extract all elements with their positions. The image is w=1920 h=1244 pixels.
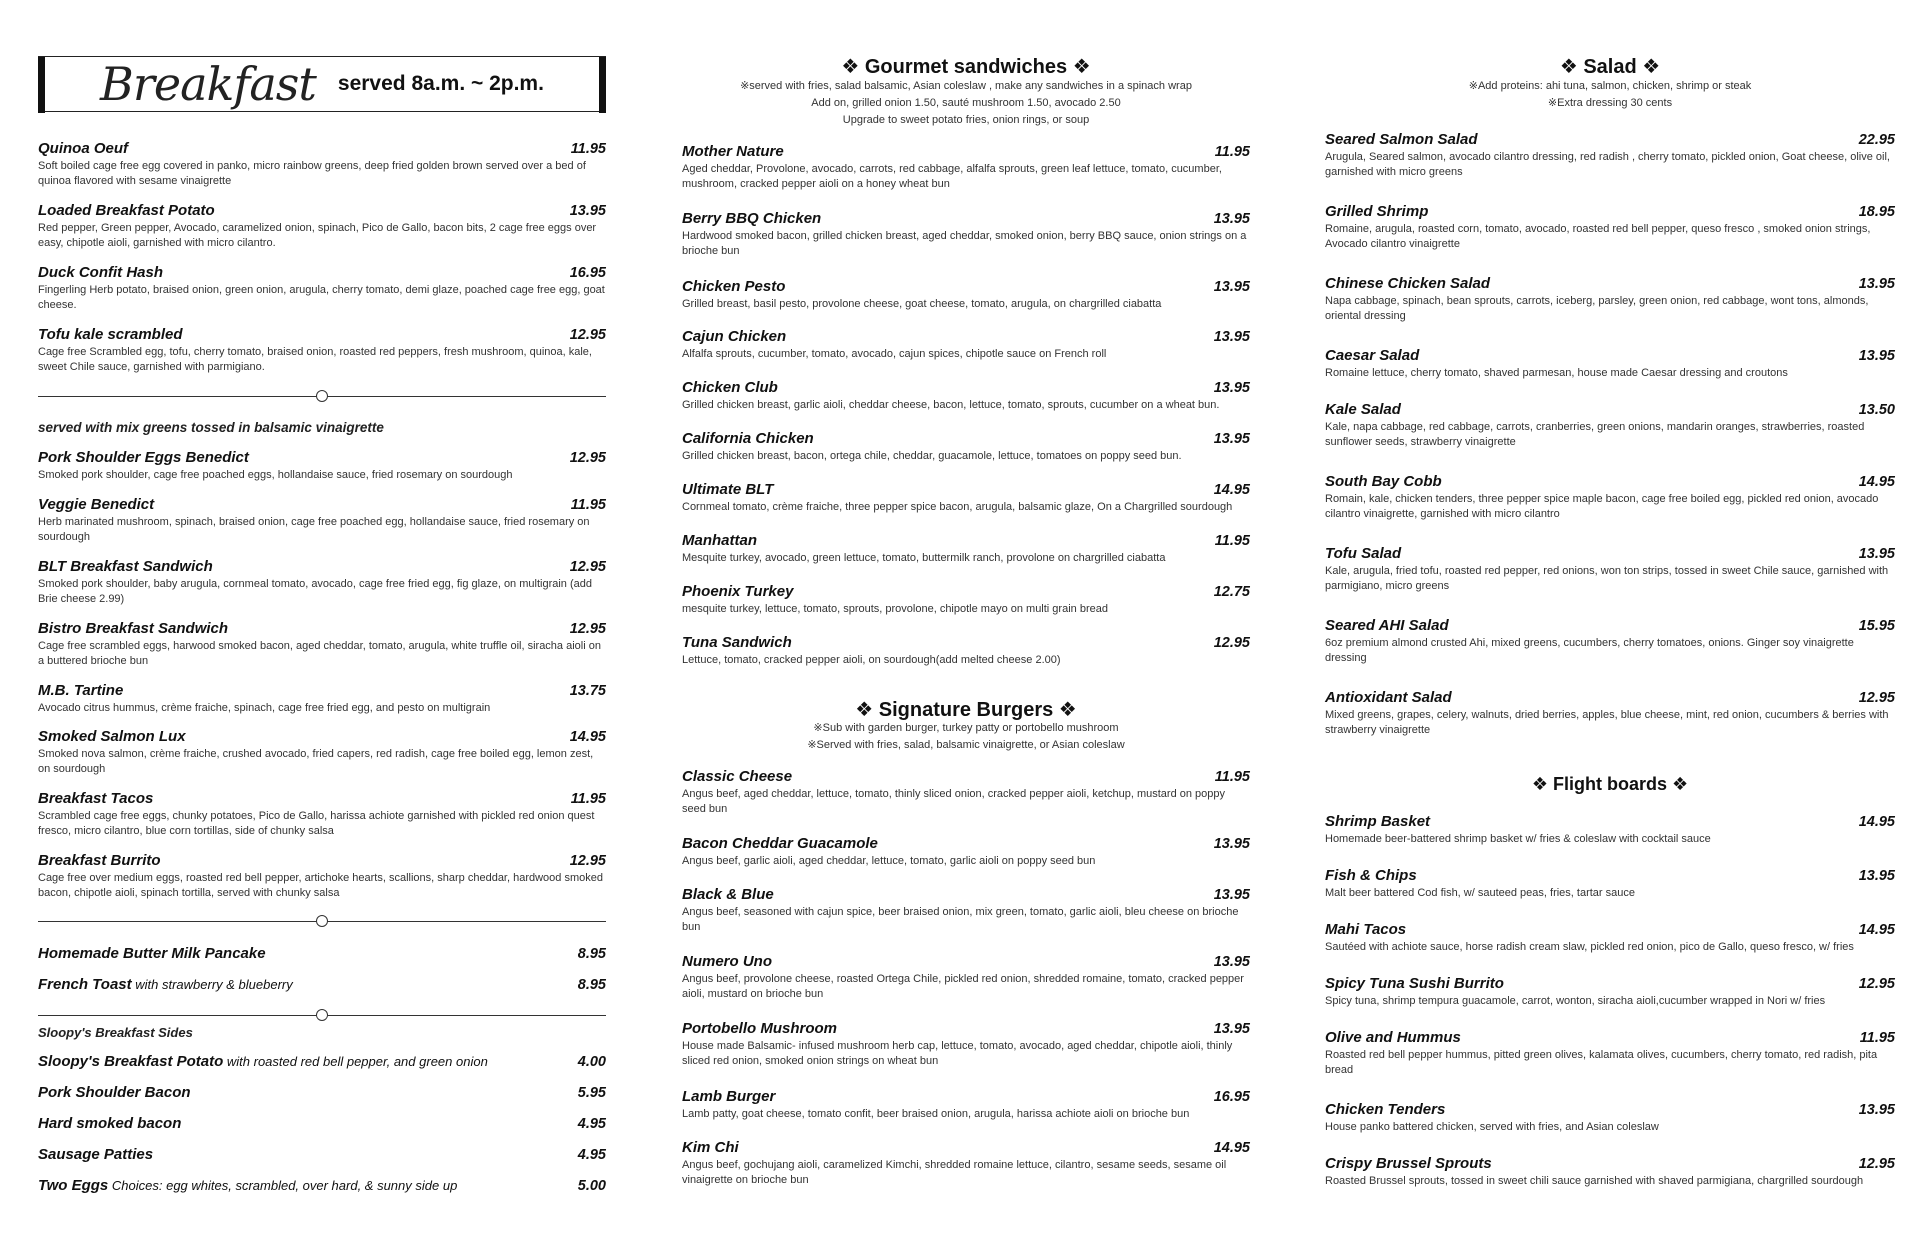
item-name: Lamb Burger bbox=[682, 1088, 776, 1105]
item-name: Tofu Salad bbox=[1325, 545, 1402, 562]
menu-item bbox=[682, 278, 1250, 312]
greens-note: served with mix greens tossed in balsamic vinaigrette bbox=[38, 420, 384, 435]
item-price: 14.95 bbox=[1858, 922, 1895, 938]
item-price: 13.95 bbox=[1213, 329, 1250, 345]
item-name: Breakfast Burrito bbox=[38, 852, 161, 869]
item-price: 11.95 bbox=[570, 497, 606, 513]
item-price: 11.95 bbox=[1214, 144, 1250, 160]
item-name: Sausage Patties bbox=[38, 1146, 154, 1163]
item-desc: Grilled breast, basil pesto, provolone cheese, goat cheese, tomato, arugula, on chargrilled ciabatta bbox=[682, 298, 1162, 310]
menu-item bbox=[38, 326, 606, 375]
item-name: French Toast with strawberry & blueberry bbox=[38, 976, 293, 993]
item-name: Seared AHI Salad bbox=[1325, 617, 1449, 634]
item-price: 12.95 bbox=[569, 450, 606, 466]
item-desc: Mesquite turkey, avocado, green lettuce, tomato, buttermilk ranch, provolone on chargrilled ciabatta bbox=[682, 552, 1166, 564]
item-desc: Fingerling Herb potato, braised onion, green onion, arugula, cherry tomato, demi glaze, poached cage free egg, goat cheese. bbox=[38, 284, 605, 311]
menu-item bbox=[38, 790, 606, 839]
item-desc: Cage free Scrambled egg, tofu, cherry tomato, braised onion, roasted red peppers, fresh mushroom, quinoa, kale, sweet Chile sauce, garnished with parmigiano. bbox=[38, 346, 592, 373]
menu-item bbox=[38, 852, 606, 901]
item-desc: Lamb patty, goat cheese, tomato confit, beer braised onion, arugula, harissa achiote aioli on brioche bun bbox=[682, 1108, 1190, 1120]
menu-item bbox=[38, 1115, 606, 1132]
item-price: 13.95 bbox=[569, 203, 606, 219]
item-name: Antioxidant Salad bbox=[1325, 689, 1452, 706]
sandwiches-title: ❖ Gourmet sandwiches ❖ bbox=[841, 56, 1091, 78]
item-price: 14.95 bbox=[1213, 1140, 1250, 1156]
menu-item bbox=[38, 976, 606, 993]
item-name: Phoenix Turkey bbox=[682, 583, 794, 600]
menu-item bbox=[682, 634, 1250, 668]
menu-item bbox=[682, 1139, 1250, 1188]
item-price: 11.95 bbox=[570, 791, 606, 807]
menu-item bbox=[682, 835, 1250, 869]
sides-title: Sloopy's Breakfast Sides bbox=[38, 1025, 193, 1040]
item-price: 13.95 bbox=[1858, 276, 1895, 292]
header-bar-left bbox=[38, 57, 45, 113]
item-desc: Scrambled cage free eggs, chunky potatoes, Pico de Gallo, harissa achiote garnished with pickled red onion quest fresco, micro cilantro, blue corn tortillas, side of chunky salsa bbox=[38, 810, 595, 837]
item-price: 13.95 bbox=[1858, 868, 1895, 884]
item-name: Chicken Pesto bbox=[682, 278, 786, 295]
item-name: Pork Shoulder Eggs Benedict bbox=[38, 449, 249, 466]
item-price: 13.95 bbox=[1858, 348, 1895, 364]
note-line: ※Served with fries, salad, balsamic vinaigrette, or Asian coleslaw bbox=[807, 739, 1125, 751]
item-desc: Cage free over medium eggs, roasted red bell pepper, artichoke hearts, scallions, sharp cheddar, hardwood smoked bacon, chipotle aioli, spinach tortilla, served with chunky salsa bbox=[38, 872, 603, 899]
note-line: ※served with fries, salad balsamic, Asian coleslaw , make any sandwiches in a spinach wrap bbox=[740, 80, 1192, 92]
menu-item bbox=[38, 620, 606, 669]
item-price: 12.95 bbox=[569, 559, 606, 575]
item-price: 5.95 bbox=[577, 1085, 606, 1101]
item-name: Chicken Tenders bbox=[1325, 1101, 1446, 1118]
menu-item bbox=[1325, 689, 1895, 738]
item-desc: Aged cheddar, Provolone, avocado, carrots, red cabbage, alfalfa sprouts, green leaf lettuce, tomato, cucumber, mushroom, cracked pepper aioli on a honey wheat bun bbox=[682, 163, 1222, 190]
item-name: M.B. Tartine bbox=[38, 682, 124, 699]
item-price: 22.95 bbox=[1858, 132, 1895, 148]
item-price: 14.95 bbox=[1858, 814, 1895, 830]
menu-item bbox=[1325, 131, 1895, 180]
item-name: Numero Uno bbox=[682, 953, 772, 970]
menu-item bbox=[38, 558, 606, 607]
item-price: 12.95 bbox=[569, 853, 606, 869]
menu-item bbox=[682, 768, 1250, 817]
item-name: Loaded Breakfast Potato bbox=[38, 202, 215, 219]
menu-item bbox=[38, 202, 606, 251]
item-price: 18.95 bbox=[1858, 204, 1895, 220]
item-price: 13.75 bbox=[569, 683, 606, 699]
menu-item bbox=[38, 1084, 606, 1101]
item-name: Black & Blue bbox=[682, 886, 774, 903]
menu-item bbox=[38, 1146, 606, 1163]
item-name: Breakfast Tacos bbox=[38, 790, 154, 807]
item-price: 12.95 bbox=[1858, 1156, 1895, 1172]
menu-item bbox=[1325, 921, 1895, 955]
item-price: 12.95 bbox=[1858, 690, 1895, 706]
item-price: 13.95 bbox=[1213, 887, 1250, 903]
menu-item bbox=[1325, 545, 1895, 594]
note-line: ※Extra dressing 30 cents bbox=[1547, 97, 1673, 109]
item-price: 11.95 bbox=[1214, 533, 1250, 549]
item-name: Spicy Tuna Sushi Burrito bbox=[1325, 975, 1504, 992]
item-desc: Homemade beer-battered shrimp basket w/ fries & coleslaw with cocktail sauce bbox=[1325, 833, 1711, 845]
item-name: Duck Confit Hash bbox=[38, 264, 164, 281]
menu-item bbox=[1325, 275, 1895, 324]
divider bbox=[38, 389, 606, 403]
sandwiches-notes bbox=[682, 78, 1250, 129]
burgers-notes bbox=[682, 720, 1250, 754]
item-price: 12.75 bbox=[1213, 584, 1250, 600]
item-desc: Angus beef, aged cheddar, lettuce, tomato, thinly sliced onion, cracked pepper aioli, ketchup, mustard on poppy seed bun bbox=[682, 788, 1226, 815]
item-name: BLT Breakfast Sandwich bbox=[38, 558, 213, 575]
menu-item bbox=[682, 583, 1250, 617]
item-name: Quinoa Oeuf bbox=[38, 140, 128, 157]
item-desc: Roasted Brussel sprouts, tossed in sweet chili sauce garnished with shaved parmigiana, chargrilled sourdough bbox=[1325, 1175, 1864, 1187]
item-desc: Grilled chicken breast, garlic aioli, cheddar cheese, bacon, lettuce, tomato, sprouts, cucumber on a wheat bun. bbox=[682, 399, 1220, 411]
menu-item bbox=[682, 143, 1250, 192]
item-price: 8.95 bbox=[577, 977, 606, 993]
item-name: Homemade Butter Milk Pancake bbox=[38, 945, 266, 962]
flight-title: ❖ Flight boards ❖ bbox=[1531, 774, 1689, 794]
item-price: 12.95 bbox=[1858, 976, 1895, 992]
menu-item bbox=[38, 1177, 606, 1194]
menu-item bbox=[1325, 1155, 1895, 1189]
menu-item bbox=[38, 264, 606, 313]
item-name: California Chicken bbox=[682, 430, 814, 447]
item-desc: Roasted red bell pepper hummus, pitted green olives, kalamata olives, cucumbers, cherry tomato, red radish, pita bread bbox=[1325, 1049, 1878, 1076]
item-desc: Red pepper, Green pepper, Avocado, caramelized onion, spinach, Pico de Gallo, bacon bits, 2 cage free eggs over easy, chipotle aioli, garnished with micro cilantro. bbox=[38, 222, 597, 249]
item-desc: Kale, napa cabbage, red cabbage, carrots, cranberries, green onions, mandarin oranges, strawberries, roasted sunflower seeds, strawberry vinaigrette bbox=[1325, 421, 1865, 448]
item-price: 8.95 bbox=[577, 946, 606, 962]
menu-item bbox=[38, 728, 606, 777]
item-price: 4.95 bbox=[577, 1147, 606, 1163]
item-name: Portobello Mushroom bbox=[682, 1020, 837, 1037]
item-desc: Smoked nova salmon, crème fraiche, crushed avocado, fried capers, red radish, cage free boiled egg, lemon zest, on sourdough bbox=[38, 748, 594, 775]
item-desc: Smoked pork shoulder, baby arugula, cornmeal tomato, avocado, cage free fried egg, fig glaze, on multigrain (add Brie cheese 2.99) bbox=[38, 578, 592, 605]
item-desc: Hardwood smoked bacon, grilled chicken breast, aged cheddar, smoked onion, berry BBQ sauce, onion strings on a brioche bun bbox=[682, 230, 1247, 257]
item-price: 13.95 bbox=[1213, 431, 1250, 447]
menu-item bbox=[1325, 813, 1895, 847]
item-desc: Cornmeal tomato, crème fraiche, three pepper spice bacon, arugula, balsamic glaze, On a Chargrilled sourdough bbox=[682, 501, 1233, 513]
item-name: Berry BBQ Chicken bbox=[682, 210, 822, 227]
item-desc: Angus beef, garlic aioli, aged cheddar, lettuce, tomato, garlic aioli on poppy seed bun bbox=[682, 855, 1096, 867]
menu-item bbox=[682, 210, 1250, 259]
item-desc: House made Balsamic- infused mushroom herb cap, lettuce, tomato, avocado, aged cheddar, chipotle aioli, thinly sliced red onion, smoked onion strings on wheat bun bbox=[682, 1040, 1233, 1067]
menu-item bbox=[1325, 1101, 1895, 1135]
item-price: 16.95 bbox=[569, 265, 606, 281]
item-name: Bacon Cheddar Guacamole bbox=[682, 835, 878, 852]
menu-item bbox=[38, 496, 606, 545]
item-desc: Angus beef, provolone cheese, roasted Ortega Chile, pickled red onion, shredded romaine, tomato, cracked pepper aioli, mustard on brioche bun bbox=[682, 973, 1244, 1000]
item-name: Hard smoked bacon bbox=[38, 1115, 182, 1132]
item-name: Chicken Club bbox=[682, 379, 778, 396]
menu-item bbox=[1325, 867, 1895, 901]
item-price: 14.95 bbox=[1213, 482, 1250, 498]
item-price: 13.95 bbox=[1213, 954, 1250, 970]
breakfast-title: Breakfast bbox=[100, 57, 316, 111]
item-desc: 6oz premium almond crusted Ahi, mixed greens, cucumbers, cherry tomatoes, onions. Ginger soy vinaigrette dressing bbox=[1325, 637, 1854, 664]
item-name: South Bay Cobb bbox=[1325, 473, 1442, 490]
item-price: 12.95 bbox=[569, 621, 606, 637]
item-name: Manhattan bbox=[682, 532, 757, 549]
item-price: 13.95 bbox=[1213, 836, 1250, 852]
menu-item bbox=[1325, 1029, 1895, 1078]
menu-item bbox=[682, 430, 1250, 464]
item-desc: Romaine, arugula, roasted corn, tomato, avocado, roasted red bell pepper, queso fresco , smoked onion strings, Avocado cilantro vinaigrette bbox=[1325, 223, 1871, 250]
item-name: Kale Salad bbox=[1325, 401, 1401, 418]
item-desc: Angus beef, gochujang aioli, caramelized Kimchi, shredded romaine lettuce, cilantro, sesame seeds, sesame oil vinaigrette on brioche bun bbox=[682, 1159, 1227, 1186]
item-desc: Alfalfa sprouts, cucumber, tomato, avocado, cajun spices, chipotle sauce on French roll bbox=[682, 348, 1107, 360]
item-price: 13.95 bbox=[1213, 1021, 1250, 1037]
item-desc: Herb marinated mushroom, spinach, braised onion, cage free poached egg, hollandaise sauce, fried rosemary on sourdough bbox=[38, 516, 590, 543]
menu-item bbox=[682, 1088, 1250, 1122]
item-price: 4.95 bbox=[577, 1116, 606, 1132]
note-line: Add on, grilled onion 1.50, sauté mushroom 1.50, avocado 2.50 bbox=[811, 97, 1121, 109]
item-name: Olive and Hummus bbox=[1325, 1029, 1461, 1046]
item-desc: House panko battered chicken, served with fries, and Asian coleslaw bbox=[1325, 1121, 1659, 1133]
item-desc: Cage free scrambled eggs, harwood smoked bacon, aged cheddar, tomato, arugula, white truffle oil, siracha aioli on a buttered brioche bun bbox=[38, 640, 601, 667]
menu-item bbox=[1325, 203, 1895, 252]
salad-notes bbox=[1325, 78, 1895, 112]
item-price: 16.95 bbox=[1213, 1089, 1250, 1105]
item-desc: Avocado citrus hummus, crème fraiche, spinach, cage free fried egg, and pesto on multigrain bbox=[38, 702, 491, 714]
item-name: Fish & Chips bbox=[1325, 867, 1417, 884]
item-name: Ultimate BLT bbox=[682, 481, 774, 498]
menu-item bbox=[682, 481, 1250, 515]
item-desc: Romain, kale, chicken tenders, three pepper spice maple bacon, cage free boiled egg, pickled red onion, avocado cilantro vinaigrette, garnished with micro cilantro bbox=[1325, 493, 1879, 520]
item-price: 11.95 bbox=[570, 141, 606, 157]
item-desc: Angus beef, seasoned with cajun spice, beer braised onion, mix green, tomato, garlic aioli, bleu cheese on brioche bun bbox=[682, 906, 1239, 933]
note-line: Upgrade to sweet potato fries, onion rings, or soup bbox=[842, 114, 1090, 126]
item-name: Mahi Tacos bbox=[1325, 921, 1407, 938]
header-bar-right bbox=[599, 57, 606, 113]
salad-title: ❖ Salad ❖ bbox=[1559, 56, 1661, 78]
item-name: Sloopy's Breakfast Potato with roasted red bell pepper, and green onion bbox=[38, 1053, 488, 1070]
menu-item bbox=[1325, 347, 1895, 381]
menu-item bbox=[38, 140, 606, 189]
item-desc: Malt beer battered Cod fish, w/ sauteed peas, fries, tartar sauce bbox=[1325, 887, 1635, 899]
item-price: 13.50 bbox=[1858, 402, 1895, 418]
item-desc: Smoked pork shoulder, cage free poached eggs, hollandaise sauce, fried rosemary on sourdough bbox=[38, 469, 513, 481]
item-name: Shrimp Basket bbox=[1325, 813, 1431, 830]
menu-item bbox=[38, 682, 606, 716]
menu-item bbox=[38, 449, 606, 483]
menu-item bbox=[682, 328, 1250, 362]
item-name: Seared Salmon Salad bbox=[1325, 131, 1478, 148]
menu-item bbox=[682, 532, 1250, 566]
item-name: Smoked Salmon Lux bbox=[38, 728, 186, 745]
item-desc: Kale, arugula, fried tofu, roasted red pepper, red onions, won ton strips, tossed in sweet Chile sauce, garnished with parmigiano, micro greens bbox=[1325, 565, 1889, 592]
item-price: 13.95 bbox=[1858, 1102, 1895, 1118]
item-desc: Arugula, Seared salmon, avocado cilantro dressing, red radish , cherry tomato, pickled onion, Goat cheese, olive oil, garnished with micro greens bbox=[1325, 151, 1890, 178]
item-price: 4.00 bbox=[577, 1054, 606, 1070]
item-name: Pork Shoulder Bacon bbox=[38, 1084, 191, 1101]
item-desc: Lettuce, tomato, cracked pepper aioli, on sourdough(add melted cheese 2.00) bbox=[682, 654, 1061, 666]
item-desc: Sautéed with achiote sauce, horse radish cream slaw, pickled red onion, pico de Gallo, queso fresco, w/ fries bbox=[1325, 941, 1854, 953]
item-desc: Soft boiled cage free egg covered in panko, micro rainbow greens, deep fried golden brown served over a bed of quinoa flavored with sesame vinaigrette bbox=[38, 160, 586, 187]
breakfast-header bbox=[38, 56, 606, 112]
item-desc: Mixed greens, grapes, celery, walnuts, dried berries, apples, blue cheese, mint, red onion, cucumbers & berries with strawberry vinaigrette bbox=[1325, 709, 1889, 736]
item-name: Grilled Shrimp bbox=[1325, 203, 1429, 220]
burgers-title: ❖ Signature Burgers ❖ bbox=[855, 699, 1077, 721]
divider bbox=[38, 1008, 606, 1022]
item-price: 11.95 bbox=[1859, 1030, 1895, 1046]
item-name: Chinese Chicken Salad bbox=[1325, 275, 1491, 292]
item-price: 13.95 bbox=[1213, 380, 1250, 396]
menu-item bbox=[1325, 473, 1895, 522]
menu-item bbox=[38, 1053, 606, 1070]
menu-item bbox=[1325, 617, 1895, 666]
item-price: 11.95 bbox=[1214, 769, 1250, 785]
menu-item bbox=[682, 1020, 1250, 1069]
note-line: ※Sub with garden burger, turkey patty or portobello mushroom bbox=[813, 722, 1119, 734]
item-name: Caesar Salad bbox=[1325, 347, 1420, 364]
item-name: Crispy Brussel Sprouts bbox=[1325, 1155, 1492, 1172]
item-price: 13.95 bbox=[1213, 279, 1250, 295]
menu-item bbox=[1325, 401, 1895, 450]
item-desc: Napa cabbage, spinach, bean sprouts, carrots, iceberg, parsley, green onion, red cabbage, wont tons, almonds, oriental dressing bbox=[1325, 295, 1869, 322]
item-desc: Spicy tuna, shrimp tempura guacamole, carrot, wonton, siracha aioli,cucumber wrapped in Nori w/ fries bbox=[1325, 995, 1826, 1007]
item-price: 5.00 bbox=[577, 1178, 606, 1194]
divider bbox=[38, 914, 606, 928]
item-price: 13.95 bbox=[1213, 211, 1250, 227]
menu-item bbox=[682, 886, 1250, 935]
menu-item bbox=[1325, 975, 1895, 1009]
item-name: Classic Cheese bbox=[682, 768, 793, 785]
note-line: ※Add proteins: ahi tuna, salmon, chicken, shrimp or steak bbox=[1468, 80, 1752, 92]
item-price: 14.95 bbox=[1858, 474, 1895, 490]
item-name: Two Eggs Choices: egg whites, scrambled, over hard, & sunny side up bbox=[38, 1177, 458, 1194]
menu-item bbox=[38, 945, 606, 962]
item-desc: mesquite turkey, lettuce, tomato, sprouts, provolone, chipotle mayo on multi grain bread bbox=[682, 603, 1108, 615]
item-name: Kim Chi bbox=[682, 1139, 739, 1156]
item-name: Veggie Benedict bbox=[38, 496, 155, 513]
item-price: 12.95 bbox=[1213, 635, 1250, 651]
item-price: 14.95 bbox=[569, 729, 606, 745]
item-name: Mother Nature bbox=[682, 143, 784, 160]
item-name: Tuna Sandwich bbox=[682, 634, 792, 651]
breakfast-hours: served 8a.m. ~ 2p.m. bbox=[337, 72, 544, 95]
item-desc: Grilled chicken breast, bacon, ortega chile, cheddar, guacamole, lettuce, tomatoes on poppy seed bun. bbox=[682, 450, 1182, 462]
menu-item bbox=[682, 953, 1250, 1002]
item-price: 13.95 bbox=[1858, 546, 1895, 562]
item-price: 15.95 bbox=[1858, 618, 1895, 634]
item-desc: Romaine lettuce, cherry tomato, shaved parmesan, house made Caesar dressing and croutons bbox=[1325, 367, 1788, 379]
item-name: Cajun Chicken bbox=[682, 328, 787, 345]
menu-item bbox=[682, 379, 1250, 413]
item-name: Tofu kale scrambled bbox=[38, 326, 183, 343]
item-name: Bistro Breakfast Sandwich bbox=[38, 620, 229, 637]
item-price: 12.95 bbox=[569, 327, 606, 343]
